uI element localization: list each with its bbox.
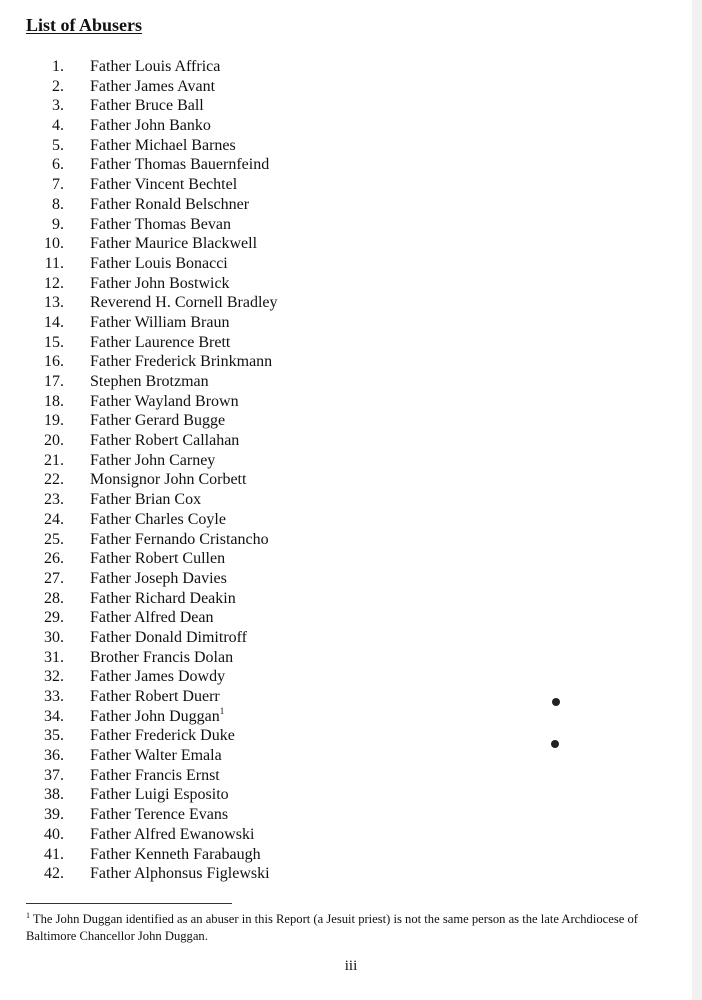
list-item-name-text: Father Frederick Duke xyxy=(90,727,235,745)
list-item-name xyxy=(90,96,204,116)
list-item-number: 35. xyxy=(44,727,64,745)
list-item-name xyxy=(90,352,272,372)
list-item-number: 2. xyxy=(52,77,64,95)
list-item-name-text: Father Robert Callahan xyxy=(90,432,240,450)
list-item-name-text: Father Richard Deakin xyxy=(90,589,236,607)
list-item-name xyxy=(90,313,229,333)
list-item-name xyxy=(90,293,278,313)
list-item-name xyxy=(90,530,269,550)
list-item-number: 5. xyxy=(52,136,64,154)
list-item-number: 7. xyxy=(52,176,64,194)
list-item-name-text: Stephen Brotzman xyxy=(90,373,209,390)
list-item-number: 25. xyxy=(44,530,64,548)
list-item-name-text: Father Bruce Ball xyxy=(90,97,204,115)
list-item-name xyxy=(90,608,214,628)
list-item-name-text: Father Robert Cullen xyxy=(90,550,226,568)
list-item-name xyxy=(90,372,209,392)
list-item-number: 16. xyxy=(44,353,64,371)
list-item-name-text: Reverend H. Cornell Bradley xyxy=(90,294,278,312)
list-item-number: 4. xyxy=(52,117,64,135)
list-item-name xyxy=(90,57,220,77)
list-item-number: 18. xyxy=(44,392,64,410)
list-item-name-text: Father Brian Cox xyxy=(90,491,202,509)
list-item-number: 14. xyxy=(44,313,64,331)
list-item-number: 32. xyxy=(44,668,64,686)
list-item-name xyxy=(90,195,249,215)
list-item-name xyxy=(90,569,227,589)
list-item-name-text: Father Terence Evans xyxy=(90,806,229,824)
list-item-number: 17. xyxy=(44,373,64,390)
list-item-name-text: Father William Braun xyxy=(90,313,230,331)
list-item-name-text: Monsignor John Corbett xyxy=(90,471,247,489)
list-item-name xyxy=(90,726,235,746)
list-item-number: 23. xyxy=(44,491,64,509)
list-item-name-text: Father Francis Ernst xyxy=(90,766,220,784)
list-item-number: 29. xyxy=(44,609,64,627)
list-item-name xyxy=(90,470,246,490)
list-item-name xyxy=(90,825,254,845)
list-item-name-text: Father Alfred Dean xyxy=(90,609,214,627)
bullet-mark xyxy=(551,740,559,748)
list-item-name-text: Father Donald Dimitroff xyxy=(90,628,248,646)
list-item-number: 13. xyxy=(44,294,64,312)
list-item-name-text: Father Walter Emala xyxy=(90,747,222,765)
list-item-name-text: Father Wayland Brown xyxy=(90,392,239,410)
list-item-name-text: Father John Banko xyxy=(90,117,211,135)
list-item-number: 28. xyxy=(44,589,64,607)
list-item-name-text: Father John Bostwick xyxy=(90,274,230,292)
list-item-name-text: Father James Avant xyxy=(90,77,216,95)
list-item-name xyxy=(90,215,231,235)
list-item-name-text: Father Thomas Bevan xyxy=(90,215,232,233)
list-item-number: 21. xyxy=(44,451,64,469)
list-item-number: 20. xyxy=(44,432,64,450)
footnote xyxy=(26,911,666,945)
list-item-number: 34. xyxy=(44,707,64,725)
list-item-number: 27. xyxy=(44,569,64,587)
page-title: List of Abusers xyxy=(26,15,143,35)
list-item-number: 30. xyxy=(44,628,64,646)
page-number: iii xyxy=(344,958,358,974)
list-item-name xyxy=(90,234,257,254)
list-item-name-text: Father Louis Bonacci xyxy=(90,254,228,272)
list-item-name xyxy=(90,254,228,274)
list-item-number: 40. xyxy=(44,825,64,843)
footnote-divider xyxy=(26,903,232,904)
list-item-name xyxy=(90,490,201,510)
list-item-number: 41. xyxy=(44,845,64,863)
list-item-name xyxy=(90,116,211,136)
list-item-number: 36. xyxy=(44,747,64,765)
footnote-marker: 1 xyxy=(26,911,30,920)
list-item-name-text: Father John Duggan xyxy=(90,707,220,725)
list-item-number: 38. xyxy=(44,786,64,804)
list-item-name xyxy=(90,175,237,195)
list-item-name-text: Father Joseph Davies xyxy=(90,569,227,587)
list-item-number: 12. xyxy=(44,274,64,292)
list-item-name xyxy=(90,589,236,609)
list-item-name xyxy=(90,746,222,766)
list-item-name xyxy=(90,136,236,156)
list-item-number: 9. xyxy=(52,215,64,233)
list-item-name-text: Father Fernando Cristancho xyxy=(90,530,269,548)
list-item-number: 11. xyxy=(44,254,64,272)
list-item-name xyxy=(90,392,239,412)
list-item-number: 26. xyxy=(44,550,64,568)
list-item-name xyxy=(90,155,269,175)
list-item-number: 22. xyxy=(44,471,64,489)
list-item-name-text: Father Kenneth Farabaugh xyxy=(90,845,261,863)
list-item-name xyxy=(90,667,225,687)
list-item-name-text: Father Alfred Ewanowski xyxy=(90,825,255,843)
list-item-name-text: Father Vincent Bechtel xyxy=(90,176,238,194)
list-item-name-text: Father James Dowdy xyxy=(90,668,226,686)
list-item-name-text: Father Maurice Blackwell xyxy=(90,235,258,253)
list-item-name xyxy=(90,333,230,353)
list-item-number: 10. xyxy=(44,235,64,253)
list-item-name xyxy=(90,648,233,668)
bullet-mark xyxy=(552,698,560,706)
list-item-name xyxy=(90,431,239,451)
list-item-name-text: Father Luigi Esposito xyxy=(90,786,229,804)
list-item-name xyxy=(90,687,220,707)
list-item-name-text: Father Robert Duerr xyxy=(90,688,220,705)
list-item-name xyxy=(90,845,261,865)
list-item-name xyxy=(90,549,225,569)
list-item-name-text: Father John Carney xyxy=(90,451,216,469)
list-item-number: 6. xyxy=(52,156,64,174)
list-item-number: 39. xyxy=(44,806,64,824)
list-item-number: 31. xyxy=(44,648,64,666)
list-item-name-text: Father Charles Coyle xyxy=(90,510,226,528)
list-item-name-text: Brother Francis Dolan xyxy=(90,648,234,666)
list-item-name xyxy=(90,766,220,786)
list-item-name xyxy=(90,77,215,97)
list-item-name xyxy=(90,785,229,805)
list-item-number: 1. xyxy=(52,58,64,75)
list-item-number: 19. xyxy=(44,412,64,430)
list-item-name xyxy=(90,411,225,431)
list-item-name xyxy=(90,510,226,530)
list-item-name xyxy=(90,707,224,727)
list-item-name-text: Father Frederick Brinkmann xyxy=(90,353,273,371)
list-item-name xyxy=(90,274,230,294)
list-item-number: 15. xyxy=(44,333,64,351)
list-item-name-text: Father Thomas Bauernfeind xyxy=(90,156,270,174)
list-item-name-text: Father Ronald Belschner xyxy=(90,195,250,213)
list-item-name xyxy=(90,864,270,884)
list-item-name-text: Father Louis Affrica xyxy=(90,58,221,75)
list-item-number: 8. xyxy=(52,195,64,213)
list-item-name-text: Father Alphonsus Figlewski xyxy=(90,865,270,883)
list-item-number: 33. xyxy=(44,688,64,705)
page-margin-strip xyxy=(692,0,702,1000)
footnote-reference[interactable]: 1 xyxy=(219,705,225,716)
list-item-number: 42. xyxy=(44,865,64,883)
list-item-name-text: Father Laurence Brett xyxy=(90,333,231,351)
list-item-name xyxy=(90,628,247,648)
list-item-name xyxy=(90,451,215,471)
footnote-text: The John Duggan identified as an abuser in this Report (a Jesuit priest) is not the same person as the late Archdiocese of Baltimore Chancellor John Duggan. xyxy=(26,912,638,943)
list-item-number: 24. xyxy=(44,510,64,528)
list-item-name-text: Father Gerard Bugge xyxy=(90,412,226,430)
list-item-name xyxy=(90,805,228,825)
list-item-name-text: Father Michael Barnes xyxy=(90,136,236,154)
list-item-number: 3. xyxy=(52,97,64,115)
list-item-number: 37. xyxy=(44,766,64,784)
